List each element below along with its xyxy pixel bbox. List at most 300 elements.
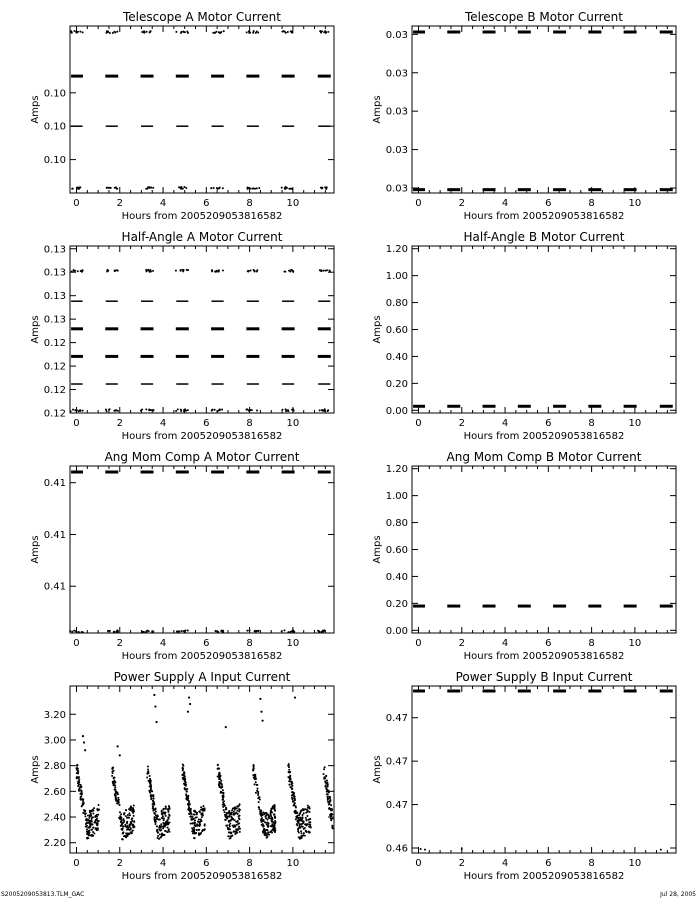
data-point [299, 813, 301, 815]
data-point [266, 836, 268, 838]
data-point [320, 269, 322, 271]
x-tick-label: 2 [116, 858, 123, 869]
data-point [201, 816, 203, 818]
data-point [330, 818, 332, 820]
data-point [129, 833, 131, 835]
data-point [250, 269, 252, 271]
data-point [194, 819, 196, 821]
data-point [254, 774, 256, 776]
data-point [258, 808, 260, 810]
data-point [114, 781, 116, 783]
data-point [234, 833, 236, 835]
x-tick-label: 0 [73, 638, 80, 649]
data-point [300, 817, 302, 819]
y-tick-label: 0.80 [385, 298, 408, 310]
data-point [267, 818, 269, 820]
data-point [203, 809, 205, 811]
data-point [224, 815, 226, 817]
data-point [281, 409, 283, 411]
data-point [255, 778, 257, 780]
chart-title: Ang Mom Comp A Motor Current [104, 450, 300, 464]
data-point [149, 785, 151, 787]
data-point [202, 805, 204, 807]
y-tick-label: 0.13 [43, 314, 66, 326]
y-tick-label: 0.10 [43, 121, 66, 133]
data-point [73, 630, 75, 632]
data-point [329, 797, 331, 799]
data-point [262, 814, 264, 816]
data-point [291, 785, 293, 787]
data-point [229, 835, 231, 837]
y-axis-label: Amps [372, 755, 383, 784]
data-point [231, 809, 233, 811]
data-point [213, 187, 215, 189]
data-point [196, 813, 198, 815]
data-point [175, 410, 177, 412]
data-point [97, 814, 99, 816]
data-point [128, 812, 130, 814]
data-point [133, 804, 135, 806]
data-point [229, 822, 231, 824]
data-point [106, 32, 108, 34]
x-tick-label: 10 [286, 418, 300, 429]
data-point [216, 270, 218, 272]
data-point [292, 800, 294, 802]
data-point [287, 31, 289, 33]
data-point [183, 409, 185, 411]
y-tick-label: 0.03 [385, 106, 408, 118]
plot-frame [412, 466, 676, 633]
data-point [77, 31, 79, 33]
data-point [198, 819, 200, 821]
data-point [319, 409, 321, 411]
data-point [89, 810, 91, 812]
data-point [226, 816, 228, 818]
data-point [297, 828, 299, 830]
data-point [166, 820, 168, 822]
data-point [130, 808, 132, 810]
data-point [258, 801, 260, 803]
outlier-point [84, 749, 86, 751]
data-point [181, 630, 183, 632]
data-point [119, 815, 121, 817]
x-tick-label: 6 [203, 198, 210, 209]
data-point [146, 630, 148, 632]
data-point [117, 793, 119, 795]
x-tick-label: 10 [628, 858, 642, 869]
data-point [258, 630, 260, 632]
data-point [193, 832, 195, 834]
data-point [82, 410, 84, 412]
data-point [294, 810, 296, 812]
data-point [255, 792, 257, 794]
y-axis-label: Amps [30, 315, 41, 344]
data-point [308, 831, 310, 833]
data-point [86, 821, 88, 823]
data-point [152, 810, 154, 812]
data-point [115, 186, 117, 188]
data-point [268, 834, 270, 836]
data-point [292, 629, 294, 631]
x-tick-label: 6 [203, 638, 210, 649]
data-point [112, 781, 114, 783]
data-point [332, 827, 334, 829]
data-point [328, 791, 330, 793]
data-point [77, 186, 79, 188]
data-point [158, 838, 160, 840]
data-point [71, 271, 73, 273]
data-point [246, 186, 248, 188]
data-point [239, 831, 241, 833]
data-point [133, 826, 135, 828]
data-point [86, 837, 88, 839]
data-point [291, 795, 293, 797]
data-point [214, 32, 216, 34]
data-point [149, 775, 151, 777]
data-point [160, 825, 162, 827]
data-point [197, 829, 199, 831]
data-point [210, 187, 212, 189]
data-point [259, 799, 261, 801]
data-point [217, 764, 219, 766]
data-point [161, 810, 163, 812]
data-point [289, 771, 291, 773]
data-point [132, 808, 134, 810]
data-point [80, 798, 82, 800]
data-point [295, 818, 297, 820]
data-point [229, 837, 231, 839]
data-point [262, 811, 264, 813]
data-point [92, 823, 94, 825]
y-tick-label: 0.00 [385, 625, 408, 637]
data-point [203, 829, 205, 831]
x-tick-label: 4 [159, 418, 167, 429]
data-point [309, 821, 311, 823]
y-axis-label: Amps [372, 95, 383, 124]
x-axis-label: Hours from 2005209053816582 [463, 211, 625, 222]
data-point [76, 764, 78, 766]
y-tick-label: 0.00 [385, 405, 408, 417]
data-point [294, 796, 296, 798]
data-point [123, 812, 125, 814]
data-point [236, 824, 238, 826]
y-tick-label: 0.03 [385, 183, 408, 195]
data-point [157, 835, 159, 837]
data-point [258, 796, 260, 798]
data-point [78, 788, 80, 790]
data-point [222, 269, 224, 271]
data-point [88, 829, 90, 831]
data-point [257, 788, 259, 790]
data-point [266, 813, 268, 815]
data-point [223, 30, 225, 32]
data-point [109, 187, 111, 189]
data-point [288, 188, 290, 190]
x-tick-label: 10 [628, 638, 642, 649]
data-point [116, 31, 118, 33]
data-point [328, 807, 330, 809]
data-point [186, 31, 188, 33]
data-point [93, 821, 95, 823]
data-point [291, 780, 293, 782]
data-point [80, 786, 82, 788]
data-point [222, 806, 224, 808]
data-point [305, 823, 307, 825]
y-axis-label: Amps [372, 315, 383, 344]
data-point [304, 808, 306, 810]
x-tick-label: 8 [246, 858, 253, 869]
data-point [152, 187, 154, 189]
data-point [141, 31, 143, 33]
y-tick-label: 0.47 [385, 800, 408, 812]
data-point [152, 796, 154, 798]
data-point [214, 409, 216, 411]
data-point [107, 630, 109, 632]
y-tick-label: 0.40 [385, 351, 408, 363]
plot-frame [70, 466, 334, 633]
x-tick-label: 2 [116, 198, 123, 209]
data-point [184, 788, 186, 790]
data-point [77, 782, 79, 784]
data-point [152, 800, 154, 802]
data-point [114, 786, 116, 788]
data-point [324, 766, 326, 768]
data-point [274, 820, 276, 822]
y-tick-label: 0.10 [43, 88, 66, 100]
data-point [200, 819, 202, 821]
data-point [287, 409, 289, 411]
data-point [222, 187, 224, 189]
x-tick-label: 0 [415, 858, 422, 869]
data-point [79, 31, 81, 33]
chart-ang-mom-a [30, 450, 334, 662]
data-point [113, 777, 115, 779]
data-point [151, 631, 153, 633]
data-point [147, 771, 149, 773]
data-point [255, 776, 257, 778]
data-point [264, 831, 266, 833]
x-tick-label: 4 [159, 638, 167, 649]
x-tick-label: 0 [415, 418, 422, 429]
data-point [252, 32, 254, 34]
data-point [182, 767, 184, 769]
data-point [660, 849, 662, 851]
data-point [88, 821, 90, 823]
data-point [196, 825, 198, 827]
data-point [305, 830, 307, 832]
data-point [168, 814, 170, 816]
data-point [187, 629, 189, 631]
data-point [219, 775, 221, 777]
data-point [195, 812, 197, 814]
data-point [330, 819, 332, 821]
data-point [88, 817, 90, 819]
data-point [298, 821, 300, 823]
data-point [77, 270, 79, 272]
data-point [185, 187, 187, 189]
data-point [267, 832, 269, 834]
data-point [288, 780, 290, 782]
data-point [133, 810, 135, 812]
data-point [253, 776, 255, 778]
data-point [281, 31, 283, 33]
x-tick-label: 4 [159, 858, 167, 869]
data-point [328, 804, 330, 806]
data-point [224, 811, 226, 813]
data-point [117, 410, 119, 412]
x-axis-label: Hours from 2005209053816582 [121, 651, 283, 662]
data-point [258, 187, 260, 189]
data-point [288, 784, 290, 786]
data-point [219, 187, 221, 189]
data-point [325, 270, 327, 272]
data-point [288, 764, 290, 766]
data-point [87, 819, 89, 821]
x-tick-label: 0 [73, 858, 80, 869]
data-point [117, 270, 119, 272]
data-point [81, 805, 83, 807]
data-point [274, 828, 276, 830]
x-tick-label: 8 [588, 198, 595, 209]
data-point [302, 834, 304, 836]
data-point [94, 816, 96, 818]
data-point [89, 815, 91, 817]
data-point [420, 848, 422, 850]
chart-title: Ang Mom Comp B Motor Current [446, 450, 642, 464]
data-point [229, 820, 231, 822]
data-point [163, 819, 165, 821]
data-point [129, 825, 131, 827]
outlier-point [260, 711, 262, 713]
data-point [163, 825, 165, 827]
data-point [200, 806, 202, 808]
data-point [130, 822, 132, 824]
data-point [263, 819, 265, 821]
y-tick-label: 0.60 [385, 545, 408, 556]
data-point [75, 630, 77, 632]
chart-telescope-b [372, 10, 676, 222]
data-point [77, 780, 79, 782]
data-point [133, 821, 135, 823]
data-point [217, 631, 219, 633]
x-axis-label: Hours from 2005209053816582 [463, 651, 625, 662]
data-point [90, 813, 92, 815]
x-tick-label: 0 [73, 418, 80, 429]
data-point [254, 630, 256, 632]
x-tick-label: 2 [116, 418, 123, 429]
data-point [96, 818, 98, 820]
data-point [200, 809, 202, 811]
data-point [152, 805, 154, 807]
data-point [327, 31, 329, 33]
x-tick-label: 10 [286, 638, 300, 649]
data-point [269, 831, 271, 833]
outlier-point [294, 696, 296, 698]
data-point [220, 780, 222, 782]
data-point [219, 409, 221, 411]
plot-frame [412, 246, 676, 413]
data-point [125, 815, 127, 817]
data-point [248, 629, 250, 631]
outlier-point [119, 754, 121, 756]
data-point [112, 32, 114, 34]
data-point [192, 829, 194, 831]
data-point [271, 831, 273, 833]
chart-power-supply-a [30, 670, 334, 882]
data-point [253, 765, 255, 767]
chart-half-angle-a [30, 230, 334, 442]
y-tick-label: 3.20 [43, 709, 66, 721]
data-point [159, 818, 161, 820]
data-point [86, 828, 88, 830]
data-point [324, 408, 326, 410]
y-tick-label: 2.40 [43, 812, 66, 824]
data-point [331, 825, 333, 827]
data-point [327, 798, 329, 800]
data-point [256, 187, 258, 189]
data-point [191, 818, 193, 820]
data-point [292, 798, 294, 800]
data-point [222, 631, 224, 633]
data-point [96, 816, 98, 818]
data-point [69, 630, 71, 632]
data-point [96, 820, 98, 822]
data-point [155, 811, 157, 813]
x-tick-label: 6 [545, 638, 552, 649]
data-point [291, 269, 293, 271]
data-point [186, 269, 188, 271]
x-axis-label: Hours from 2005209053816582 [463, 871, 625, 882]
data-point [78, 778, 80, 780]
data-point [227, 835, 229, 837]
outlier-point [225, 726, 227, 728]
data-point [113, 770, 115, 772]
data-point [265, 816, 267, 818]
data-point [164, 830, 166, 832]
y-tick-label: 2.60 [43, 786, 66, 798]
data-point [146, 776, 148, 778]
data-point [233, 813, 235, 815]
x-tick-label: 6 [545, 418, 552, 429]
data-point [182, 763, 184, 765]
data-point [130, 805, 132, 807]
data-point [159, 827, 161, 829]
chart-title: Telescope A Motor Current [123, 10, 281, 24]
data-point [165, 815, 167, 817]
y-axis-label: Amps [372, 535, 383, 564]
data-point [330, 815, 332, 817]
data-point [73, 30, 75, 32]
x-tick-label: 8 [588, 858, 595, 869]
data-point [107, 270, 109, 272]
x-tick-label: 2 [458, 198, 465, 209]
data-point [303, 820, 305, 822]
data-point [80, 784, 82, 786]
data-point [264, 821, 266, 823]
plot-frame [412, 26, 676, 193]
data-point [321, 30, 323, 32]
data-point [301, 810, 303, 812]
y-axis-label: Amps [30, 755, 41, 784]
data-point [161, 813, 163, 815]
data-point [165, 806, 167, 808]
data-point [222, 789, 224, 791]
data-point [118, 799, 120, 801]
data-point [284, 271, 286, 273]
data-point [175, 270, 177, 272]
data-point [238, 811, 240, 813]
data-point [329, 799, 331, 801]
